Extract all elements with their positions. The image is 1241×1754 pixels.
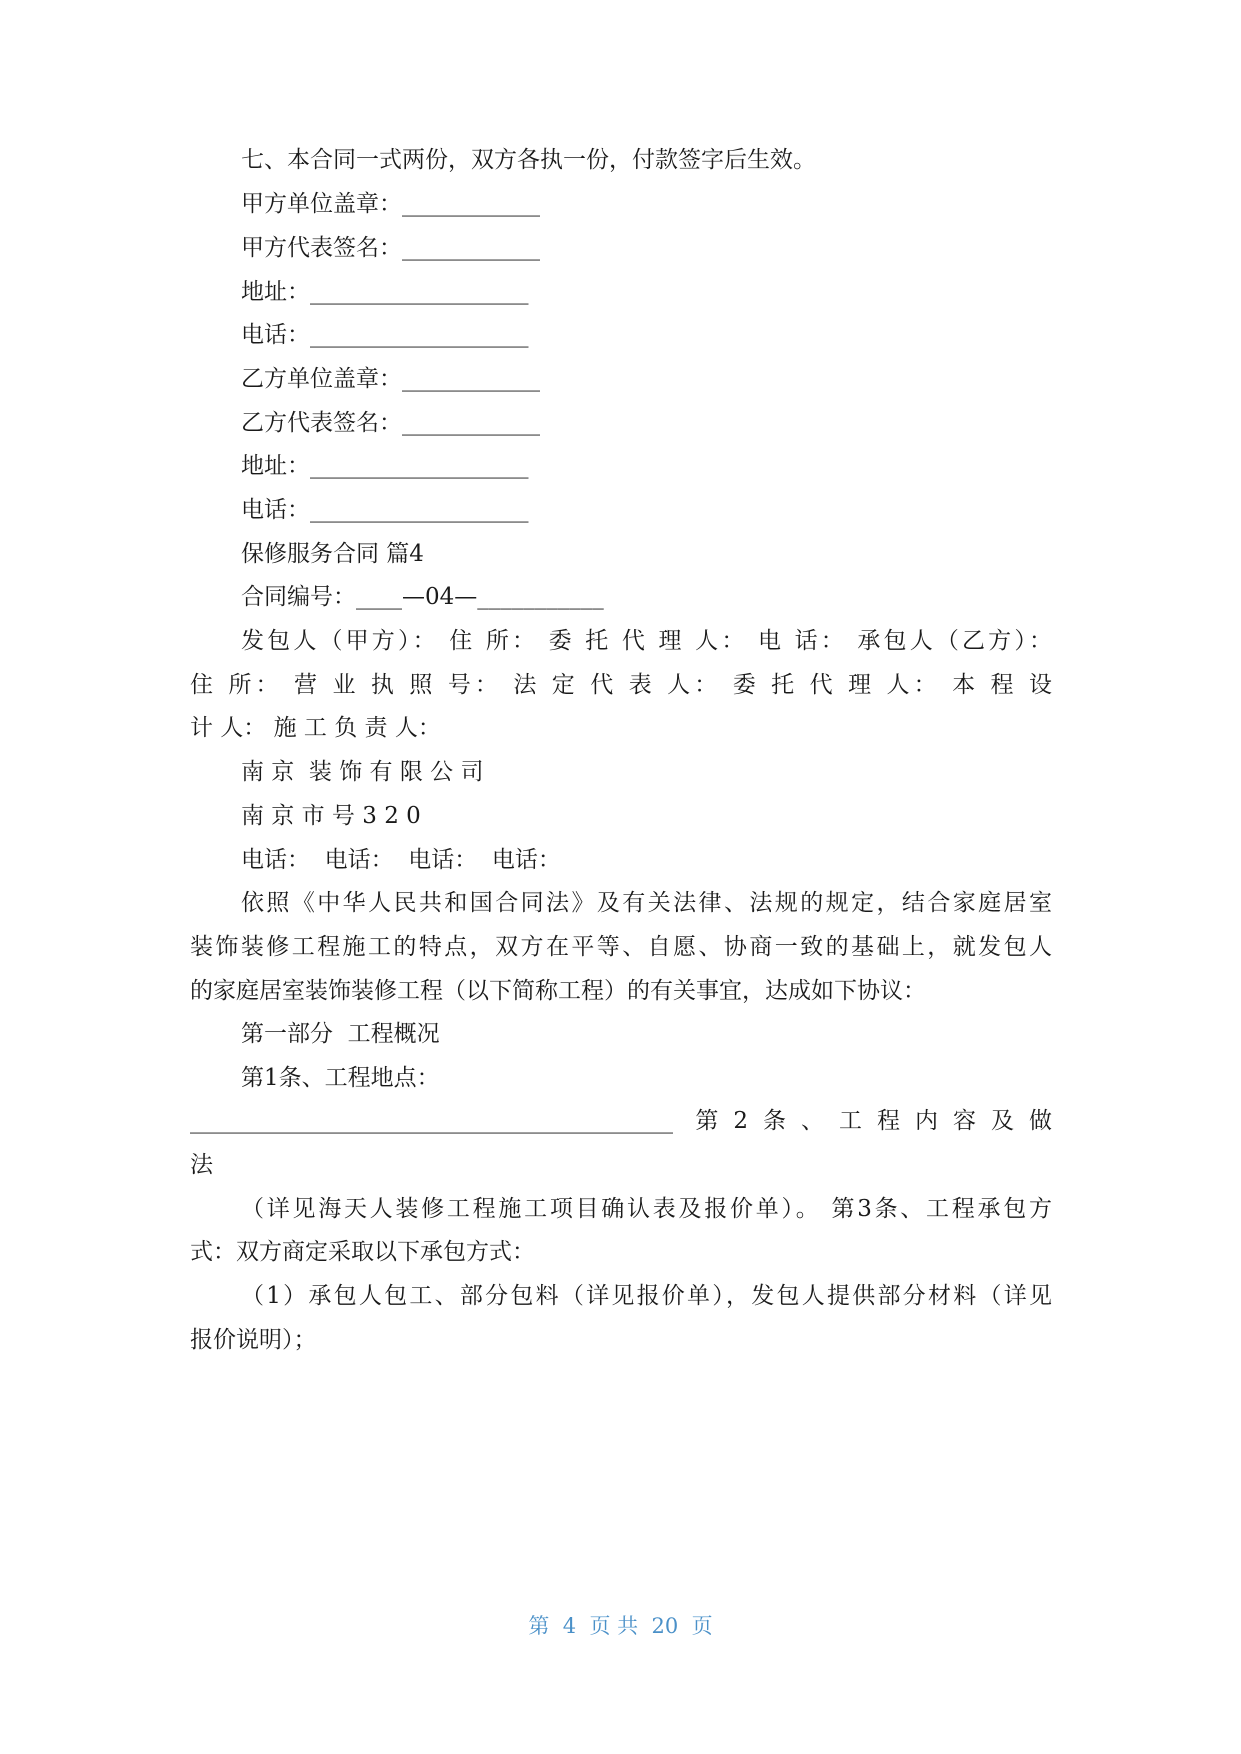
party-b-seal-field: 乙方单位盖章：____________ — [241, 366, 540, 392]
option-1-line-2: 报价说明）； — [190, 1327, 317, 1353]
party-b-signature-field: 乙方代表签名：____________ — [241, 410, 540, 436]
party-a-signature-field: 甲方代表签名：____________ — [241, 235, 540, 261]
preamble-line-2: 装饰装修工程施工的特点，双方在平等、自愿、协商一致的基础上，就发包人 — [190, 934, 1052, 960]
article-2-line-1: __________________________________________ 第2条、工程内容及做 — [190, 1108, 1052, 1134]
party-b-address-field: 地址：___________________ — [241, 453, 529, 479]
company-name: 南 京 装 饰 有 限 公 司 — [241, 759, 484, 785]
parties-line-1: 发包人（甲方）： 住 所： 委 托 代 理 人： 电 话： 承包人（乙方）： — [241, 628, 1052, 654]
section-title: 保修服务合同 篇4 — [241, 541, 424, 567]
preamble-line-1: 依照《中华人民共和国合同法》及有关法律、法规的规定，结合家庭居室 — [241, 890, 1052, 916]
contract-number-field: 合同编号：____—04—___________ — [241, 584, 604, 610]
article-3-line-2: 式：双方商定采取以下承包方式： — [190, 1239, 535, 1265]
clause-seven: 七、本合同一式两份，双方各执一份，付款签字后生效。 — [241, 147, 816, 173]
article-1-location: 第1条、工程地点： — [241, 1065, 440, 1091]
part-one-heading: 第一部分 工程概况 — [241, 1021, 440, 1047]
option-1-line-1: （1）承包人包工、部分包料（详见报价单），发包人提供部分材料（详见 — [241, 1283, 1052, 1309]
company-address: 南 京 市 号 3 2 0 — [241, 803, 421, 829]
preamble-line-3: 的家庭居室装饰装修工程（以下简称工程）的有关事宜，达成如下协议： — [190, 978, 926, 1004]
parties-line-3: 计 人： 施 工 负 责 人： — [190, 715, 441, 741]
party-a-seal-field: 甲方单位盖章：____________ — [241, 191, 540, 217]
party-a-address-field: 地址：___________________ — [241, 279, 529, 305]
phone-labels: 电话： 电话： 电话： 电话： — [241, 847, 561, 873]
party-b-phone-field: 电话：___________________ — [241, 497, 529, 523]
article-3-line-1: （详见海天人装修工程施工项目确认表及报价单）。 第3条、工程承包方 — [241, 1196, 1052, 1222]
article-2-line-2: 法 — [190, 1152, 213, 1178]
party-a-phone-field: 电话：___________________ — [241, 322, 529, 348]
page-number-footer: 第 4 页 共 20 页 — [528, 1614, 713, 1638]
parties-line-2: 住 所： 营 业 执 照 号： 法 定 代 表 人： 委 托 代 理 人： 本 程 设 — [190, 672, 1052, 698]
